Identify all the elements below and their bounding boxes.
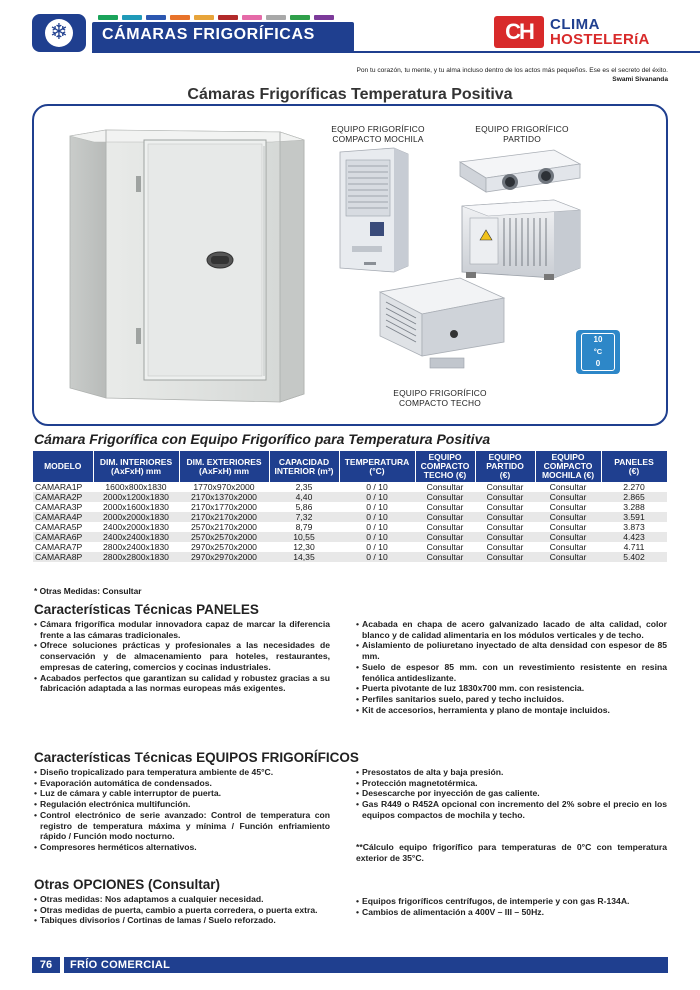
table-cell: 4,40 [269, 492, 339, 502]
table-cell: Consultar [535, 512, 601, 522]
list-item: • Cambios de alimentación a 400V – III – 50Hz. [356, 907, 667, 918]
table-header-text: (AxFxH) mm [198, 465, 250, 476]
table-header-cell [93, 451, 179, 482]
table-cell: Consultar [549, 522, 587, 532]
table-note: * Otras Medidas: Consultar [34, 586, 142, 596]
table-cell: CAMARA5P [35, 522, 83, 532]
table-cell: Consultar [415, 492, 475, 502]
table-cell: Consultar [426, 482, 464, 492]
table-cell: CAMARA2P [33, 492, 93, 502]
table-cell: 2800x2400x1830 [103, 542, 169, 552]
table-header-text: DIM. INTERIORES [99, 456, 173, 467]
label-partido [460, 124, 584, 144]
table-row [33, 552, 667, 562]
table-cell: 0 / 10 [366, 482, 388, 492]
product-illustrations [34, 106, 666, 424]
category-color-strip [98, 15, 334, 20]
compact-techo-unit-image [380, 278, 504, 368]
page-footer [32, 957, 668, 973]
table-cell: 2,35 [295, 482, 313, 492]
table-header-text: TEMPERATURA [344, 456, 410, 467]
table-cell: 2400x2400x1830 [93, 532, 179, 542]
page-title: Cámaras Frigoríficas Temperatura Positiva [187, 86, 513, 103]
table-cell: Consultar [486, 482, 524, 492]
header-title: CÁMARAS FRIGORÍFICAS [102, 26, 315, 43]
list-item: • Luz de cámara y cable interruptor de puerta. [34, 788, 330, 799]
equipos-list-left [34, 767, 330, 853]
table-cell: 0 / 10 [339, 492, 415, 502]
table-cell: 0 / 10 [339, 532, 415, 542]
color-swatch [266, 15, 286, 20]
table-cell: 2000x1600x1830 [103, 502, 169, 512]
color-swatch [194, 15, 214, 20]
color-swatch [314, 15, 334, 20]
table-cell: CAMARA8P [33, 552, 93, 562]
table-cell: 2.865 [601, 492, 667, 502]
table-cell: Consultar [549, 502, 587, 512]
table-cell: 2170x1770x2000 [191, 502, 257, 512]
table-row [33, 482, 667, 492]
table-row [33, 492, 667, 502]
list-item: • Aislamiento de poliuretano inyectado de alta densidad con espesor de 85 mm. [356, 640, 667, 661]
table-cell: Consultar [415, 512, 475, 522]
list-item: • Acabada en chapa de acero galvanizado lacado de alta calidad, color blanco y de calidad alimentaria en los módulos verticales y de techo. [356, 619, 667, 640]
label-compacto-techo [378, 388, 502, 408]
table-header-text: CAPACIDAD [278, 456, 330, 467]
table-cell: Consultar [535, 492, 601, 502]
table-row [33, 532, 667, 542]
list-item: • Acabados perfectos que garantizan su calidad y robustez gracias a su fabricación adaptada a las normas europeas más exigentes. [34, 673, 330, 694]
table-cell: 8,79 [295, 522, 313, 532]
equipos-list-right [356, 767, 667, 821]
table-cell: 4.711 [623, 542, 645, 552]
table-header-text: EQUIPO [551, 452, 585, 462]
table-row [33, 542, 667, 552]
table-cell: CAMARA4P [33, 512, 93, 522]
table-cell: 2170x1370x2000 [179, 492, 269, 502]
list-item: • Suelo de espesor 85 mm. con un revestimiento resistente en resina fenólica antideslizante. [356, 662, 667, 683]
list-item: • Otras medidas: Nos adaptamos a cualquier necesidad. [34, 894, 346, 905]
color-swatch [122, 15, 142, 20]
opciones-list-left [34, 894, 346, 926]
split-condensing-unit-image [462, 200, 580, 280]
table-cell: Consultar [486, 522, 524, 532]
color-swatch [290, 15, 310, 20]
list-item: • Kit de accesorios, herramienta y plano de montaje incluidos. [356, 705, 667, 716]
range-bottom: 0 [595, 359, 601, 368]
table-cell: Consultar [426, 502, 464, 512]
paneles-title: Características Técnicas PANELES [34, 602, 259, 617]
cold-room-image [70, 130, 304, 402]
color-swatch [218, 15, 238, 20]
table-cell: 2570x2170x2000 [191, 522, 257, 532]
table-cell: 0 / 10 [339, 512, 415, 522]
table-cell: 5,86 [295, 502, 313, 512]
table-header-text: (€) [499, 470, 511, 480]
table-cell: 5.402 [601, 552, 667, 562]
list-item: • Cámara frigorífica modular innovadora capaz de marcar la diferencia frente a las cámaras tradicionales. [34, 619, 330, 640]
table-cell: 7,32 [269, 512, 339, 522]
table-cell: Consultar [415, 552, 475, 562]
table-header-text: PANELES [614, 456, 654, 467]
table-cell: 0 / 10 [366, 522, 388, 532]
color-swatch [98, 15, 118, 20]
label-compacto-mochila [316, 124, 440, 144]
table-header-cell [475, 451, 535, 482]
label-mochila-line1: EQUIPO FRIGORÍFICO [331, 124, 425, 134]
brand-logo [494, 16, 674, 50]
quote-text: Pon tu corazón, tu mente, y tu alma incluso dentro de los actos más pequeños. Ese es el secreto del éxito. [356, 67, 668, 74]
logo-text-hosteleria: HOSTELERíA [550, 31, 650, 48]
list-item: • Protección magnetotérmica. [356, 778, 667, 789]
list-item: • Diseño tropicalizado para temperatura ambiente de 45°C. [34, 767, 330, 778]
table-cell: Consultar [549, 542, 587, 552]
table-cell: 2970x2570x2000 [191, 542, 257, 552]
page-number: 76 [32, 957, 60, 973]
table-header-text: (AxFxH) mm [110, 465, 162, 476]
split-evaporator-image [460, 150, 580, 192]
table-header-text: DIM. EXTERIORES [186, 456, 262, 467]
table-cell: Consultar [486, 502, 524, 512]
logo-mark: CH [494, 16, 544, 48]
table-cell: CAMARA7P [35, 542, 83, 552]
table-header-text: TECHO (€) [423, 470, 467, 480]
list-item: • Evaporación automática de condensados. [34, 778, 330, 789]
table-cell: 2.270 [623, 482, 645, 492]
color-swatch [146, 15, 166, 20]
models-table [33, 451, 668, 562]
table-header-cell [601, 451, 667, 482]
paneles-list-left [34, 619, 330, 694]
table-header-text: EQUIPO [488, 452, 522, 462]
table-cell: Consultar [426, 542, 464, 552]
snowflake-icon: ❄ [45, 19, 73, 47]
label-mochila-line2: COMPACTO MOCHILA [332, 134, 424, 144]
paneles-list-right [356, 619, 667, 715]
table-cell: 2800x2800x1830 [93, 552, 179, 562]
table-cell: 2170x2170x2000 [179, 512, 269, 522]
table-cell: 1770x970x2000 [193, 482, 255, 492]
table-cell: Consultar [549, 482, 587, 492]
temperature-range-badge [576, 330, 620, 374]
table-cell: Consultar [426, 522, 464, 532]
quote [356, 66, 668, 84]
table-row [33, 512, 667, 522]
list-item: • Equipos frigoríficos centrífugos, de intemperie y con gas R-134A. [356, 896, 667, 907]
table-header-cell [339, 451, 415, 482]
color-swatch [242, 15, 262, 20]
table-cell: 12,30 [293, 542, 315, 552]
table-cell: Consultar [475, 512, 535, 522]
table-cell: 0 / 10 [339, 552, 415, 562]
table-cell: CAMARA1P [35, 482, 83, 492]
list-item: • Perfiles sanitarios suelo, pared y techo incluidos. [356, 694, 667, 705]
table-header-cell [33, 451, 93, 482]
list-item: • Presostatos de alta y baja presión. [356, 767, 667, 778]
compact-mochila-unit-image [340, 148, 408, 272]
table-cell: 2000x1200x1830 [93, 492, 179, 502]
table-row [33, 502, 667, 512]
label-techo-line2: COMPACTO TECHO [399, 398, 481, 408]
list-item: • Tabiques divisorios / Cortinas de lamas / Suelo reforzado. [34, 915, 346, 926]
table-header-text: MODELO [44, 461, 82, 471]
list-item: • Compresores herméticos alternativos. [34, 842, 330, 853]
table-cell: Consultar [475, 552, 535, 562]
table-header-cell [415, 451, 475, 482]
table-cell: 14,35 [269, 552, 339, 562]
table-header-cell [535, 451, 601, 482]
list-item: • Control electrónico de serie avanzado: Control de temperatura con registro de temperatura máxima y mínima / Función enfriamiento rápido / Función modo nocturno. [34, 810, 330, 842]
logo-text-clima: CLIMA [550, 16, 600, 33]
table-cell: 0 / 10 [366, 542, 388, 552]
table-title: Cámara Frigorífica con Equipo Frigorífico para Temperatura Positiva [34, 431, 491, 447]
table-cell: Consultar [415, 532, 475, 542]
label-partido-line2: PARTIDO [503, 134, 541, 144]
table-row [33, 522, 667, 532]
product-image-panel [32, 104, 668, 426]
table-header-text: EQUIPO [428, 452, 462, 462]
table-header-text: (€) [628, 465, 640, 476]
range-unit: °C [593, 347, 603, 356]
color-swatch [170, 15, 190, 20]
label-partido-line1: EQUIPO FRIGORÍFICO [475, 124, 569, 134]
equipos-note [356, 842, 667, 863]
list-item: • Desescarche por inyección de gas caliente. [356, 788, 667, 799]
table-cell: Consultar [475, 532, 535, 542]
table-cell: Consultar [535, 532, 601, 542]
list-item: • Gas R449 o R452A opcional con incremento del 2% sobre el precio en los equipos compactos de mochila y techo. [356, 799, 667, 820]
table-cell: 2000x2000x1830 [93, 512, 179, 522]
footer-section: FRÍO COMERCIAL [64, 957, 668, 973]
table-cell: Consultar [535, 552, 601, 562]
header-rule [92, 51, 700, 53]
equipos-note-text: **Cálculo equipo frigorífico para temperaturas de 0°C con temperatura exterior de 35°C. [356, 842, 667, 863]
table-cell: 3.591 [601, 512, 667, 522]
table-header-text: PARTIDO [486, 461, 524, 471]
table-cell: Consultar [475, 492, 535, 502]
table-header-cell [179, 451, 269, 482]
equipos-title: Características Técnicas EQUIPOS FRIGORÍFICOS [34, 750, 359, 765]
table-cell: Consultar [486, 542, 524, 552]
table-header-row [33, 451, 667, 482]
category-badge [32, 14, 86, 52]
table-header-text: INTERIOR (m³) [274, 465, 334, 476]
table-cell: CAMARA3P [35, 502, 83, 512]
quote-author: Swami Sivananda [612, 76, 668, 83]
table-cell: 2400x2000x1830 [103, 522, 169, 532]
label-techo-line1: EQUIPO FRIGORÍFICO [393, 388, 487, 398]
table-header-text: COMPACTO [543, 461, 593, 471]
table-header-text: MOCHILA (€) [541, 470, 595, 480]
table-cell: CAMARA6P [33, 532, 93, 542]
table-header-text: (°C) [369, 465, 385, 476]
table-header-cell [269, 451, 339, 482]
opciones-title: Otras OPCIONES (Consultar) [34, 877, 221, 892]
range-top: 10 [593, 335, 603, 344]
table-cell: 3.288 [623, 502, 645, 512]
list-item: • Puerta pivotante de luz 1830x700 mm. con resistencia. [356, 683, 667, 694]
table-cell: 2970x2970x2000 [179, 552, 269, 562]
table-header-text: COMPACTO [420, 461, 470, 471]
opciones-list-right [356, 896, 667, 917]
list-item: • Regulación electrónica multifunción. [34, 799, 330, 810]
table-cell: 1600x800x1830 [105, 482, 167, 492]
list-item: • Otras medidas de puerta, cambio a puerta corredera, o puerta extra. [34, 905, 346, 916]
table-cell: 0 / 10 [366, 502, 388, 512]
table-cell: 4.423 [601, 532, 667, 542]
list-item: • Ofrece soluciones prácticas y profesionales a las necesidades de conservación y de almacenamiento para hoteles, restaurantes, empresas de catering, comercios y cocinas industriales. [34, 640, 330, 672]
table-cell: 3.873 [623, 522, 645, 532]
table-cell: 10,55 [269, 532, 339, 542]
table-cell: 2570x2570x2000 [179, 532, 269, 542]
